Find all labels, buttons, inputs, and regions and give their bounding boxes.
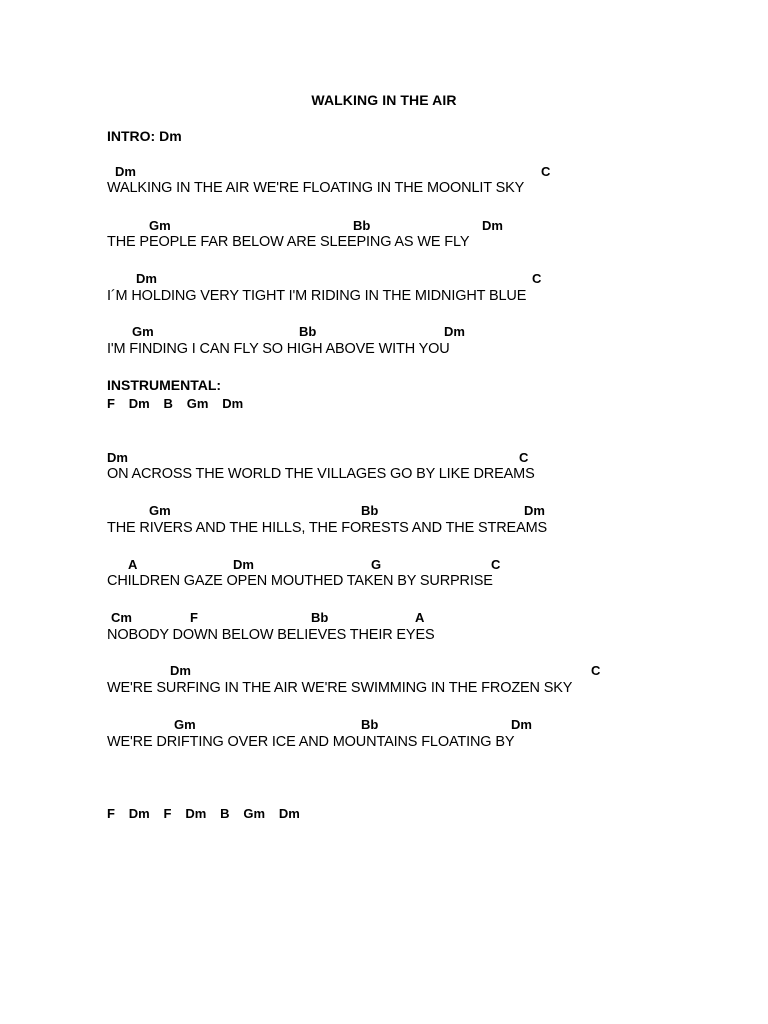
chord: Gm — [174, 717, 196, 732]
lyric-line: I´M HOLDING VERY TIGHT I'M RIDING IN THE MIDNIGHT BLUE — [107, 288, 527, 304]
instrumental-label: INSTRUMENTAL: — [107, 377, 222, 393]
chord: Cm — [111, 610, 132, 625]
chord: C — [519, 450, 529, 465]
lyric-line: CHILDREN GAZE OPEN MOUTHED TAKEN BY SURPRISE — [107, 573, 493, 589]
chord: Dm — [444, 324, 465, 339]
chord: C — [491, 557, 501, 572]
chord: A — [128, 557, 138, 572]
chord: Bb — [299, 324, 317, 339]
chord: Gm — [149, 503, 171, 518]
lyric-line: THE PEOPLE FAR BELOW ARE SLEEPING AS WE FLY — [107, 234, 470, 250]
chord: Bb — [353, 218, 371, 233]
lyric-line: THE RIVERS AND THE HILLS, THE FORESTS AND THE STREAMS — [107, 520, 548, 536]
instrumental-chords: F Dm B Gm Dm — [107, 396, 244, 411]
chord: Dm — [524, 503, 545, 518]
chord: Bb — [361, 503, 379, 518]
chord: C — [591, 663, 601, 678]
chord: Dm — [233, 557, 254, 572]
chord: Bb — [311, 610, 329, 625]
chord: Gm — [132, 324, 154, 339]
chord: Dm — [136, 271, 157, 286]
outro-chords: F Dm F Dm B Gm Dm — [107, 806, 300, 821]
intro-label: INTRO: Dm — [107, 128, 182, 144]
lyric-line: WE'RE DRIFTING OVER ICE AND MOUNTAINS FLOATING BY — [107, 734, 515, 750]
song-title: WALKING IN THE AIR — [311, 92, 457, 108]
chord: A — [415, 610, 425, 625]
chord: Gm — [149, 218, 171, 233]
lyric-line: I'M FINDING I CAN FLY SO HIGH ABOVE WITH YOU — [107, 341, 450, 357]
chord: G — [371, 557, 382, 572]
chord: Dm — [482, 218, 503, 233]
chord: Dm — [170, 663, 191, 678]
lyric-line: NOBODY DOWN BELOW BELIEVES THEIR EYES — [107, 627, 435, 643]
chord: Dm — [115, 164, 136, 179]
chord: Dm — [107, 450, 128, 465]
chord: F — [190, 610, 198, 625]
lyric-line: WE'RE SURFING IN THE AIR WE'RE SWIMMING IN THE FROZEN SKY — [107, 680, 573, 696]
chord: Dm — [511, 717, 532, 732]
lyric-line: ON ACROSS THE WORLD THE VILLAGES GO BY LIKE DREAMS — [107, 466, 535, 482]
chord: Bb — [361, 717, 379, 732]
chord: C — [541, 164, 551, 179]
lyric-line: WALKING IN THE AIR WE'RE FLOATING IN THE MOONLIT SKY — [107, 180, 525, 196]
chord: C — [532, 271, 542, 286]
